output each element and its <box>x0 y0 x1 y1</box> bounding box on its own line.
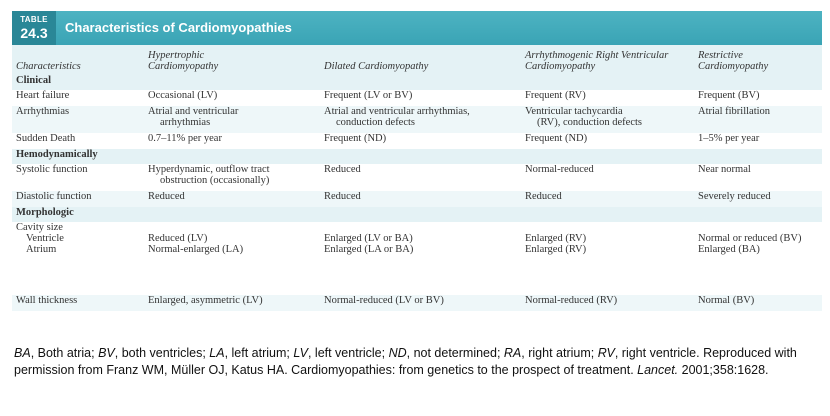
col-header-hypertrophic <box>144 45 320 75</box>
cell-rcm: 1–5% per year <box>698 133 760 144</box>
table-row <box>12 295 822 311</box>
tag-label: TABLE <box>20 15 48 24</box>
cell-hcm <box>144 106 320 133</box>
cell-line: Enlarged (LA or BA) <box>324 244 414 255</box>
abbr-def: , Both atria; <box>30 346 99 360</box>
cell-dcm: Reduced <box>324 164 361 175</box>
cell-line: Normal-enlarged (LA) <box>148 244 244 255</box>
cell-hcm: Occasional (LV) <box>148 90 218 101</box>
table-row <box>12 133 822 149</box>
section-row <box>12 207 822 222</box>
cell-rcm: Frequent (BV) <box>698 90 760 101</box>
cell-line: arrhythmias <box>160 117 211 128</box>
cell-arvc <box>521 222 694 295</box>
cell-hcm <box>144 164 320 191</box>
cell-line: obstruction (occasionally) <box>160 175 270 186</box>
cell-rcm: Normal (BV) <box>694 295 822 311</box>
table-number-tag <box>12 11 56 45</box>
abbr-term: BA <box>14 346 31 360</box>
abbr-def: , right atrium; <box>521 346 598 360</box>
cell-line: Enlarged (RV) <box>525 233 587 244</box>
abbr-def: , right ventricle. <box>614 346 700 360</box>
cell-line: Normal or reduced (BV) <box>698 233 802 244</box>
row-label: Diastolic function <box>12 191 144 207</box>
row-label: Wall thickness <box>12 295 144 311</box>
cell-line: Reduced (LV) <box>148 233 208 244</box>
cell-dcm: Frequent (LV or BV) <box>324 90 413 101</box>
cell-rcm: Near normal <box>698 164 751 175</box>
abbr-def: , not determined; <box>406 346 504 360</box>
col-header-arvc-text: Arrhythmogenic Right Ventricular Cardiomyopathy <box>525 50 669 72</box>
section-hemodynamic: Hemodynamically <box>12 149 822 164</box>
col-header-restrictive <box>694 45 822 75</box>
table-title: Characteristics of Cardiomyopathies <box>65 20 292 35</box>
cell-dcm: Normal-reduced (LV or BV) <box>320 295 521 311</box>
cell-dcm <box>320 106 521 133</box>
cell-arvc: Normal-reduced <box>525 164 594 175</box>
cell-line: Atrial and ventricular arrhythmias, <box>324 106 470 117</box>
abbr-term: RV <box>597 346 615 360</box>
cell-dcm <box>320 222 521 295</box>
cell-hcm: 0.7–11% per year <box>148 133 222 144</box>
row-label: Sudden Death <box>16 133 76 144</box>
cell-arvc: Normal-reduced (RV) <box>521 295 694 311</box>
col-header-characteristics: Characteristics <box>12 45 144 75</box>
column-header-row <box>12 45 822 75</box>
cell-dcm: Frequent (ND) <box>324 133 387 144</box>
abbr-term: ND <box>388 346 407 360</box>
abbr-term: BV <box>98 346 115 360</box>
section-row <box>12 149 822 164</box>
row-label: Systolic function <box>16 164 88 175</box>
cell-line: Enlarged (LV or BA) <box>324 233 413 244</box>
cell-rcm <box>694 222 822 295</box>
cell-arvc: Reduced <box>521 191 694 207</box>
tag-number: 24.3 <box>20 25 48 41</box>
table-row <box>12 191 822 207</box>
cell-line: conduction defects <box>336 117 416 128</box>
abbr-def: , both ventricles; <box>114 346 210 360</box>
abbr-term: RA <box>503 346 522 360</box>
table-header-bar <box>12 11 822 45</box>
section-row <box>12 75 822 90</box>
table-row <box>12 164 822 191</box>
col-header-hypertrophic-text: Hypertrophic Cardiomyopathy <box>148 50 219 72</box>
abbr-term: LA <box>209 346 225 360</box>
table-row <box>12 90 822 106</box>
cell-line: Cavity size <box>16 222 63 233</box>
caption-citation: 2001;358:1628. <box>678 363 769 377</box>
cell-arvc: Frequent (ND) <box>525 133 588 144</box>
table-row <box>12 106 822 133</box>
cell-line: (RV), conduction defects <box>537 117 642 128</box>
col-header-restrictive-text: Restrictive Cardiomyopathy <box>698 50 769 72</box>
cell-line: Atrium <box>26 244 57 255</box>
caption-reference: Reproduced with permission from Franz WM, Müller OJ, Katus HA. Cardiomyopathies: from genetics to the prospect of treatment. <box>14 346 797 377</box>
row-label: Heart failure <box>16 90 70 101</box>
col-header-dilated: Dilated Cardiomyopathy <box>320 45 521 75</box>
abbr-def: , left atrium; <box>224 346 294 360</box>
abbr-term: LV <box>293 346 308 360</box>
cell-line: Ventricular tachycardia <box>525 106 623 117</box>
cell-line: Hyperdynamic, outflow tract <box>148 164 270 175</box>
cell-hcm: Reduced <box>144 191 320 207</box>
table-figure <box>12 11 822 311</box>
cardiomyopathy-table <box>12 45 822 311</box>
table-row <box>12 222 822 295</box>
cell-line: Enlarged (RV) <box>525 244 587 255</box>
cell-line: Atrial and ventricular <box>148 106 239 117</box>
cell-line: Ventricle <box>26 233 64 244</box>
section-clinical: Clinical <box>12 75 822 90</box>
cell-arvc <box>521 106 694 133</box>
cell-dcm: Reduced <box>320 191 521 207</box>
cell-hcm: Enlarged, asymmetric (LV) <box>144 295 320 311</box>
row-label: Arrhythmias <box>12 106 144 133</box>
cell-line: Enlarged (BA) <box>698 244 760 255</box>
cell-rcm: Atrial fibrillation <box>694 106 822 133</box>
abbr-def: , left ventricle; <box>307 346 389 360</box>
caption-journal: Lancet. <box>637 363 679 377</box>
cell-hcm <box>144 222 320 295</box>
cell-arvc: Frequent (RV) <box>525 90 586 101</box>
section-morphologic: Morphologic <box>12 207 822 222</box>
cell-rcm: Severely reduced <box>694 191 822 207</box>
row-label <box>12 222 144 295</box>
col-header-arvc <box>521 45 694 75</box>
table-footnote <box>14 345 820 379</box>
